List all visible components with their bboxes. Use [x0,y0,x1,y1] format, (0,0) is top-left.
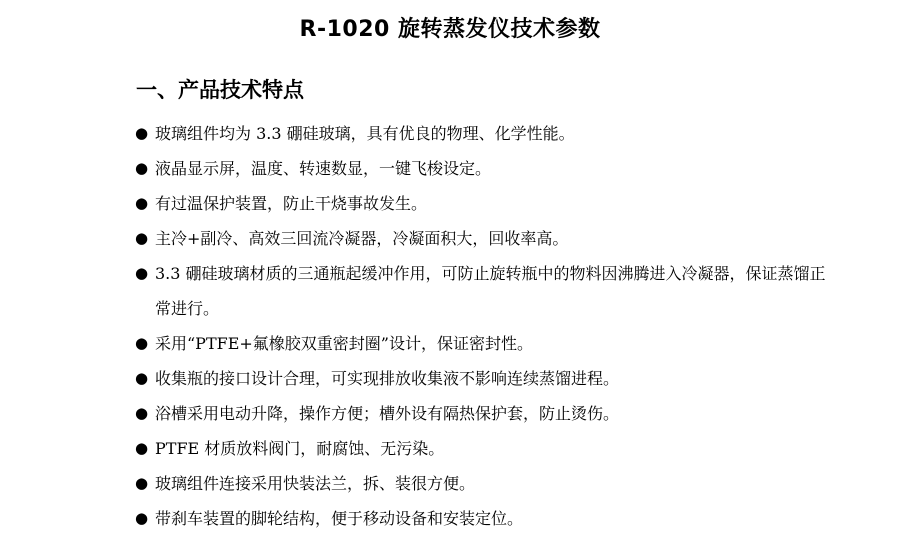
bullet-icon: ● [135,159,149,177]
bullet-icon: ● [135,264,149,282]
page-title: R-1020 旋转蒸发仪技术参数 [299,17,601,42]
list-item-text: 有过温保护装置，防止干烧事故发生。 [155,194,428,213]
list-item [135,116,835,151]
feature-list [135,116,835,536]
list-item-text: 玻璃组件均为 3.3 硼硅玻璃，具有优良的物理、化学性能。 [155,124,575,143]
list-item [135,501,835,536]
bullet-icon: ● [135,229,149,247]
bullet-icon: ● [135,124,149,142]
list-item [135,256,835,326]
list-item-text: 液晶显示屏，温度、转速数显，一键飞梭设定。 [155,159,492,178]
bullet-icon: ● [135,509,149,527]
section-heading: 一、产品技术特点 [136,78,304,102]
list-item [135,466,835,501]
bullet-icon: ● [135,194,149,212]
list-item-text: 采用“PTFE+氟橡胶双重密封圈”设计，保证密封性。 [155,334,533,353]
list-item [135,151,835,186]
list-item-text: 玻璃组件连接采用快装法兰，拆、装很方便。 [155,474,476,493]
bullet-icon: ● [135,404,149,422]
list-item [135,361,835,396]
list-item-text: 带刹车装置的脚轮结构，便于移动设备和安装定位。 [155,509,524,528]
bullet-icon: ● [135,334,149,352]
list-item-text: 收集瓶的接口设计合理，可实现排放收集液不影响连续蒸馏进程。 [155,369,620,388]
bullet-icon: ● [135,474,149,492]
list-item [135,396,835,431]
list-item [135,431,835,466]
list-item-text: 主冷+副冷、高效三回流冷凝器，冷凝面积大，回收率高。 [155,229,569,248]
bullet-icon: ● [135,369,149,387]
list-item [135,186,835,221]
bullet-icon: ● [135,439,149,457]
list-item-text: PTFE 材质放料阀门，耐腐蚀、无污染。 [155,439,445,458]
list-item [135,326,835,361]
list-item-text: 3.3 硼硅玻璃材质的三通瓶起缓冲作用，可防止旋转瓶中的物料因沸腾进入冷凝器，保证蒸馏正常进行。 [155,264,826,318]
list-item-text: 浴槽采用电动升降，操作方便；槽外设有隔热保护套，防止烫伤。 [155,404,620,423]
list-item [135,221,835,256]
